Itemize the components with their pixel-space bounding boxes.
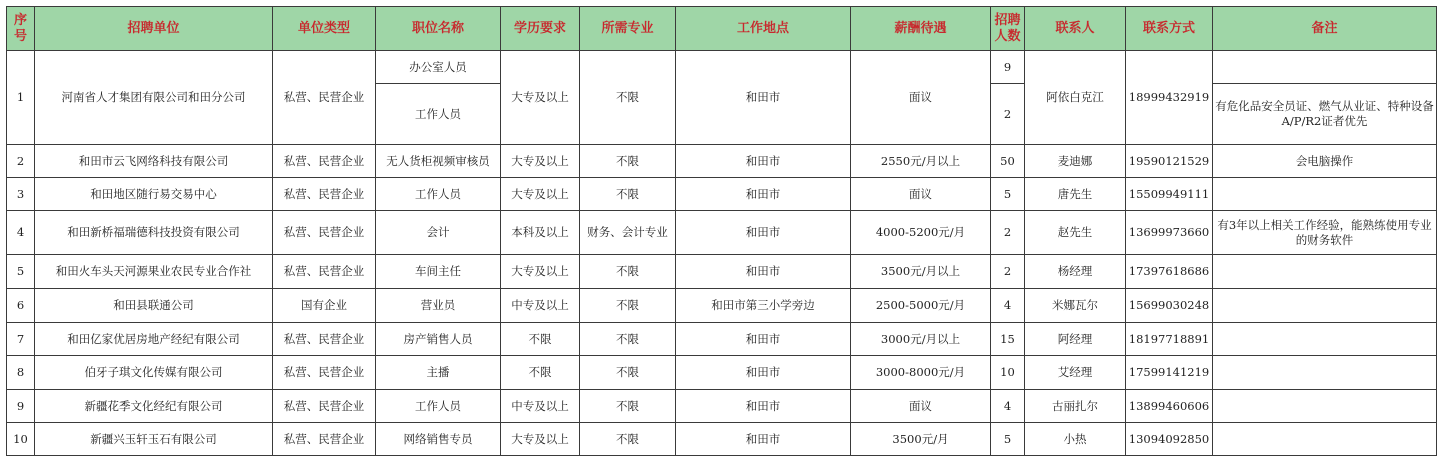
cell-count: 2 (991, 84, 1025, 145)
cell-contact: 米娜瓦尔 (1025, 289, 1126, 323)
cell-salary: 面议 (851, 390, 991, 423)
header-count: 招聘人数 (991, 7, 1025, 51)
cell-education: 中专及以上 (501, 289, 580, 323)
cell-major: 不限 (580, 323, 676, 356)
header-phone: 联系方式 (1126, 7, 1213, 51)
cell-position: 主播 (376, 356, 501, 390)
cell-contact: 赵先生 (1025, 211, 1126, 255)
cell-major: 不限 (580, 51, 676, 145)
cell-phone: 15699030248 (1126, 289, 1213, 323)
header-education: 学历要求 (501, 7, 580, 51)
table-row (7, 390, 1437, 423)
cell-remark (1213, 289, 1437, 323)
table-row (7, 423, 1437, 456)
cell-education: 中专及以上 (501, 390, 580, 423)
cell-education: 本科及以上 (501, 211, 580, 255)
cell-type: 私营、民营企业 (273, 423, 376, 456)
cell-major: 不限 (580, 289, 676, 323)
cell-count: 9 (991, 51, 1025, 84)
cell-count: 2 (991, 211, 1025, 255)
cell-education: 大专及以上 (501, 255, 580, 289)
cell-index: 6 (7, 289, 35, 323)
cell-location: 和田市 (676, 211, 851, 255)
cell-education: 大专及以上 (501, 178, 580, 211)
cell-salary: 面议 (851, 178, 991, 211)
table-row (7, 211, 1437, 255)
cell-position: 无人货柜视频审核员 (376, 145, 501, 178)
cell-phone: 18197718891 (1126, 323, 1213, 356)
cell-count: 2 (991, 255, 1025, 289)
recruitment-table (6, 6, 1437, 456)
cell-type: 国有企业 (273, 289, 376, 323)
cell-position: 营业员 (376, 289, 501, 323)
cell-company: 和田县联通公司 (35, 289, 273, 323)
cell-index: 2 (7, 145, 35, 178)
cell-contact: 阿依白克江 (1025, 51, 1126, 145)
header-contact: 联系人 (1025, 7, 1126, 51)
cell-education: 不限 (501, 323, 580, 356)
cell-type: 私营、民营企业 (273, 178, 376, 211)
table-row (7, 255, 1437, 289)
cell-remark: 有危化品安全员证、燃气从业证、特种设备A/P/R2证者优先 (1213, 84, 1437, 145)
cell-phone: 13899460606 (1126, 390, 1213, 423)
cell-major: 不限 (580, 356, 676, 390)
cell-remark (1213, 178, 1437, 211)
cell-company: 和田火车头天河源果业农民专业合作社 (35, 255, 273, 289)
cell-contact: 唐先生 (1025, 178, 1126, 211)
cell-location: 和田市 (676, 423, 851, 456)
cell-salary: 3000元/月以上 (851, 323, 991, 356)
header-salary: 薪酬待遇 (851, 7, 991, 51)
cell-company: 河南省人才集团有限公司和田分公司 (35, 51, 273, 145)
cell-position: 网络销售专员 (376, 423, 501, 456)
cell-count: 10 (991, 356, 1025, 390)
cell-type: 私营、民营企业 (273, 356, 376, 390)
cell-education: 大专及以上 (501, 145, 580, 178)
cell-phone: 13094092850 (1126, 423, 1213, 456)
cell-type: 私营、民营企业 (273, 211, 376, 255)
cell-major: 不限 (580, 390, 676, 423)
cell-contact: 艾经理 (1025, 356, 1126, 390)
cell-location: 和田市 (676, 390, 851, 423)
cell-position: 房产销售人员 (376, 323, 501, 356)
cell-index: 8 (7, 356, 35, 390)
cell-index: 10 (7, 423, 35, 456)
cell-phone: 17599141219 (1126, 356, 1213, 390)
table-row (7, 356, 1437, 390)
header-row (7, 7, 1437, 51)
header-company: 招聘单位 (35, 7, 273, 51)
cell-education: 不限 (501, 356, 580, 390)
cell-salary: 3000-8000元/月 (851, 356, 991, 390)
cell-education: 大专及以上 (501, 51, 580, 145)
cell-position: 工作人员 (376, 178, 501, 211)
cell-position: 工作人员 (376, 84, 501, 145)
cell-salary: 4000-5200元/月 (851, 211, 991, 255)
cell-remark (1213, 323, 1437, 356)
header-location: 工作地点 (676, 7, 851, 51)
cell-type: 私营、民营企业 (273, 323, 376, 356)
cell-salary: 2550元/月以上 (851, 145, 991, 178)
cell-count: 5 (991, 178, 1025, 211)
cell-major: 不限 (580, 423, 676, 456)
cell-position: 办公室人员 (376, 51, 501, 84)
cell-phone: 13699973660 (1126, 211, 1213, 255)
cell-count: 15 (991, 323, 1025, 356)
header-index: 序号 (7, 7, 35, 51)
cell-company: 和田地区随行易交易中心 (35, 178, 273, 211)
cell-location: 和田市 (676, 51, 851, 145)
cell-location: 和田市 (676, 145, 851, 178)
table-row (7, 323, 1437, 356)
cell-company: 和田亿家优居房地产经纪有限公司 (35, 323, 273, 356)
cell-phone: 18999432919 (1126, 51, 1213, 145)
table-row (7, 145, 1437, 178)
cell-salary: 3500元/月以上 (851, 255, 991, 289)
header-type: 单位类型 (273, 7, 376, 51)
cell-location: 和田市 (676, 356, 851, 390)
cell-index: 4 (7, 211, 35, 255)
cell-position: 会计 (376, 211, 501, 255)
cell-contact: 小热 (1025, 423, 1126, 456)
cell-count: 4 (991, 289, 1025, 323)
cell-type: 私营、民营企业 (273, 255, 376, 289)
cell-count: 50 (991, 145, 1025, 178)
cell-remark-empty (1213, 51, 1437, 84)
table-row (7, 178, 1437, 211)
cell-index: 1 (7, 51, 35, 145)
cell-phone: 19590121529 (1126, 145, 1213, 178)
cell-type: 私营、民营企业 (273, 51, 376, 145)
header-remark: 备注 (1213, 7, 1437, 51)
cell-major: 不限 (580, 255, 676, 289)
cell-company: 伯牙子琪文化传媒有限公司 (35, 356, 273, 390)
cell-index: 5 (7, 255, 35, 289)
cell-remark (1213, 255, 1437, 289)
cell-major: 财务、会计专业 (580, 211, 676, 255)
cell-remark (1213, 390, 1437, 423)
cell-location: 和田市 (676, 323, 851, 356)
cell-major: 不限 (580, 178, 676, 211)
cell-remark: 有3年以上相关工作经验，能熟练使用专业的财务软件 (1213, 211, 1437, 255)
cell-position: 车间主任 (376, 255, 501, 289)
cell-index: 7 (7, 323, 35, 356)
cell-contact: 阿经理 (1025, 323, 1126, 356)
cell-remark (1213, 356, 1437, 390)
cell-contact: 杨经理 (1025, 255, 1126, 289)
cell-index: 9 (7, 390, 35, 423)
table-row (7, 289, 1437, 323)
cell-company: 新疆兴玉轩玉石有限公司 (35, 423, 273, 456)
cell-index: 3 (7, 178, 35, 211)
table-row (7, 51, 1437, 84)
cell-count: 4 (991, 390, 1025, 423)
cell-salary: 2500-5000元/月 (851, 289, 991, 323)
cell-salary: 3500元/月 (851, 423, 991, 456)
header-major: 所需专业 (580, 7, 676, 51)
cell-company: 新疆花季文化经纪有限公司 (35, 390, 273, 423)
cell-position: 工作人员 (376, 390, 501, 423)
cell-location: 和田市第三小学旁边 (676, 289, 851, 323)
header-position: 职位名称 (376, 7, 501, 51)
cell-major: 不限 (580, 145, 676, 178)
cell-company: 和田市云飞网络科技有限公司 (35, 145, 273, 178)
cell-phone: 15509949111 (1126, 178, 1213, 211)
cell-phone: 17397618686 (1126, 255, 1213, 289)
table-body (7, 145, 1437, 456)
cell-location: 和田市 (676, 178, 851, 211)
cell-contact: 麦迪娜 (1025, 145, 1126, 178)
cell-remark (1213, 423, 1437, 456)
cell-location: 和田市 (676, 255, 851, 289)
cell-type: 私营、民营企业 (273, 390, 376, 423)
cell-type: 私营、民营企业 (273, 145, 376, 178)
cell-remark: 会电脑操作 (1213, 145, 1437, 178)
cell-count: 5 (991, 423, 1025, 456)
cell-salary: 面议 (851, 51, 991, 145)
cell-contact: 古丽扎尔 (1025, 390, 1126, 423)
cell-company: 和田新桥福瑞德科技投资有限公司 (35, 211, 273, 255)
cell-education: 大专及以上 (501, 423, 580, 456)
